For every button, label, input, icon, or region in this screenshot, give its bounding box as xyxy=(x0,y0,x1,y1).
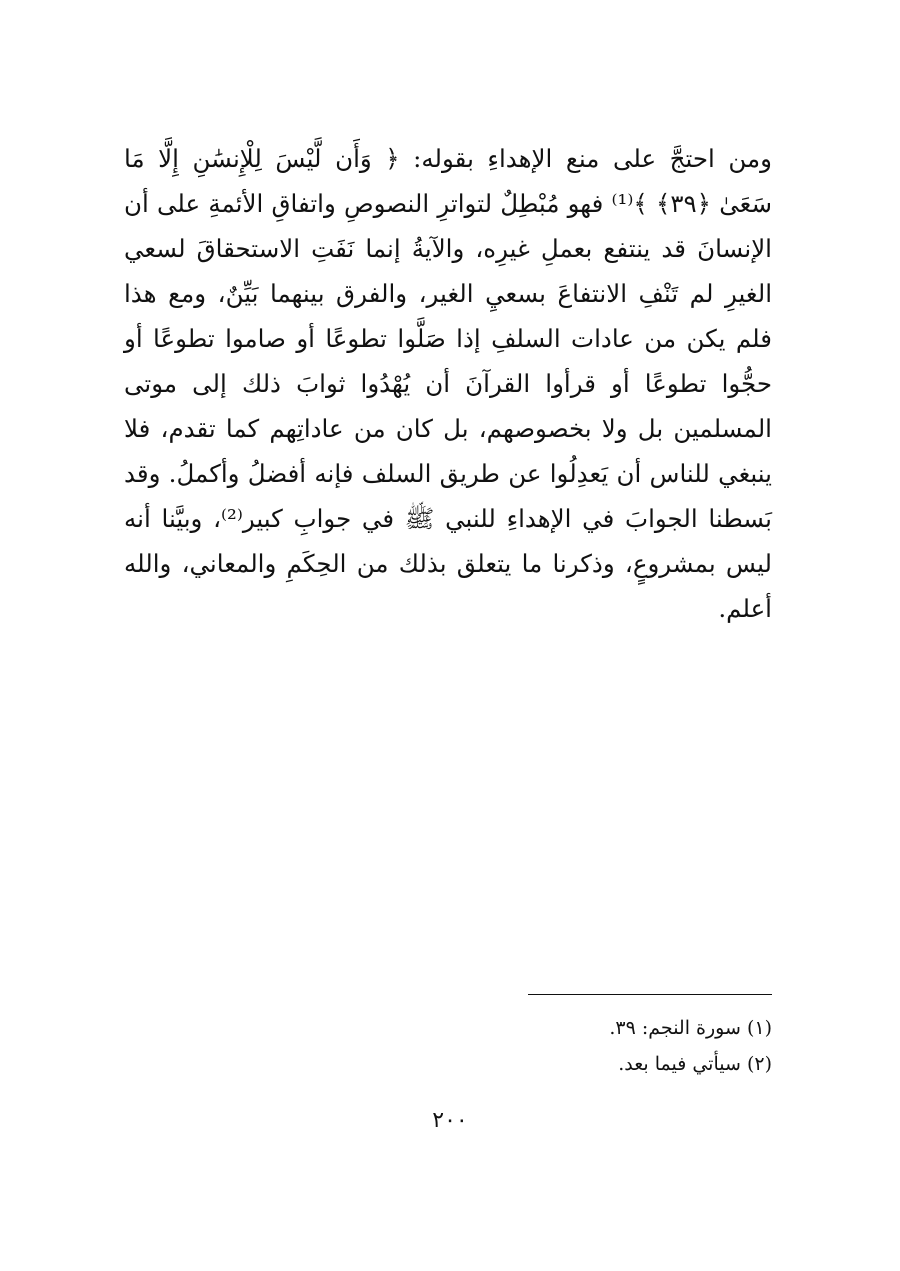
text-line: المسلمين بل ولا بخصوصهم، بل كان من عاداتِهم كما تقدم، فلا xyxy=(124,414,772,443)
text-line-last: أعلم. xyxy=(718,594,772,623)
text-line: بَسطنا الجوابَ في الإهداءِ للنبي ﷺ في جوابِ كبير⁽²⁾، وبيَّنا أنه xyxy=(124,504,772,533)
text-line: الإنسانَ قد ينتفع بعملِ غيرِه، والآيةُ إنما نَفَتِ الاستحقاقَ لسعي xyxy=(124,234,772,263)
text-line: ينبغي للناس أن يَعدِلُوا عن طريق السلف فإنه أفضلُ وأكملُ. وقد xyxy=(124,459,772,488)
footnote-1: (١) سورة النجم: ٣٩. xyxy=(609,1017,772,1039)
footnote-2: (٢) سيأتي فيما بعد. xyxy=(618,1053,772,1075)
page-number: ٢٠٠ xyxy=(432,1108,468,1133)
text-line: ليس بمشروعٍ، وذكرنا ما يتعلق بذلك من الحِكَمِ والمعاني، والله xyxy=(124,549,772,578)
footnote-separator xyxy=(528,994,772,995)
text-line: سَعَىٰ ﴿٣٩﴾ ﴾⁽¹⁾ فهو مُبْطِلٌ لتواترِ النصوصِ واتفاقِ الأئمةِ على أن xyxy=(124,189,772,218)
footnotes xyxy=(340,1010,772,1082)
text-line: فلم يكن من عادات السلفِ إذا صَلَّوا تطوعًا أو صاموا تطوعًا أو xyxy=(124,324,772,353)
text-line: الغيرِ لم تَنْفِ الانتفاعَ بسعيِ الغير، والفرق بينهما بَيِّنٌ، ومع هذا xyxy=(124,279,772,308)
main-text-block xyxy=(124,136,772,631)
text-line: ومن احتجَّ على منع الإهداءِ بقوله: ﴿ وَأَن لَّيْسَ لِلْإِنسَٰنِ إِلَّا مَا xyxy=(124,144,772,173)
text-line: حجُّوا تطوعًا أو قرأوا القرآنَ أن يُهْدُوا ثوابَ ذلك إلى موتى xyxy=(124,369,772,398)
